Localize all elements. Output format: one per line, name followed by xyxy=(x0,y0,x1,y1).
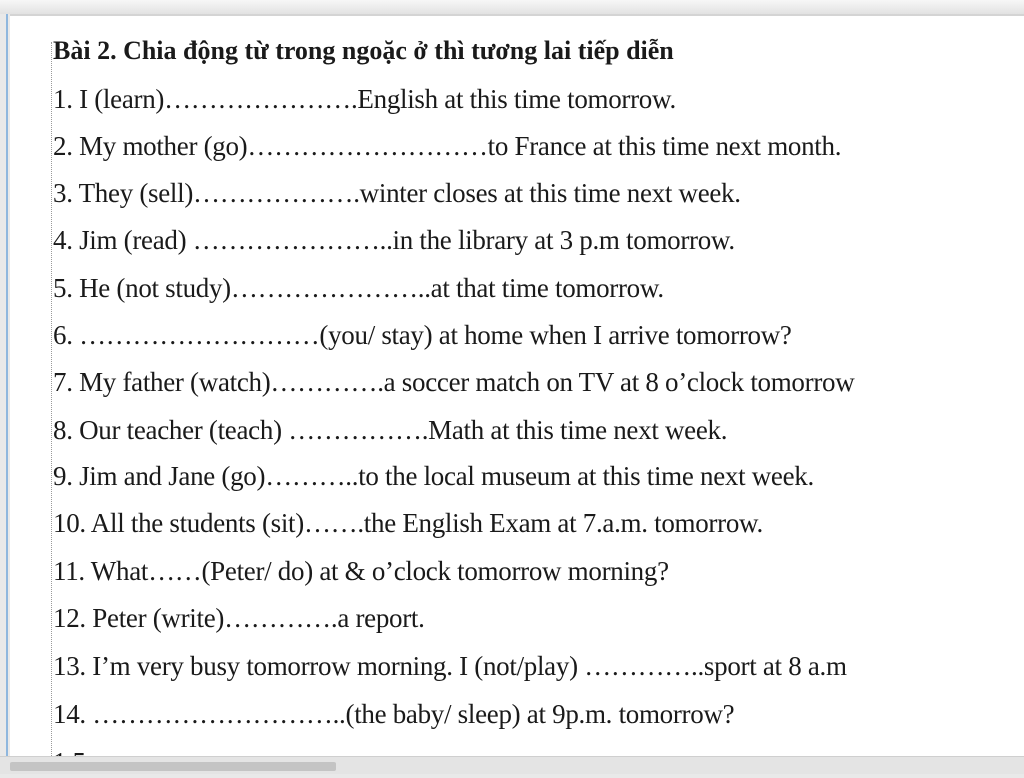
exercise-line-2: 2. My mother (go)………………………to France at this time next month. xyxy=(53,131,842,161)
scrollbar-thumb[interactable] xyxy=(10,762,336,771)
window-top-strip xyxy=(0,0,1024,14)
exercise-line-10: 10. All the students (sit)…….the English Exam at 7.a.m. tomorrow. xyxy=(53,508,763,538)
exercise-line-14: 14. ………………………..(the baby/ sleep) at 9p.m. tomorrow? xyxy=(53,699,735,729)
horizontal-scrollbar[interactable] xyxy=(0,756,1024,774)
exercise-line-11: 11. What……(Peter/ do) at & o’clock tomorrow morning? xyxy=(53,556,669,586)
exercise-line-3: 3. They (sell)……………….winter closes at this time next week. xyxy=(53,178,741,208)
exercise-line-1: 1. I (learn)………………….English at this time tomorrow. xyxy=(53,84,676,114)
exercise-line-6: 6. ………………………(you/ stay) at home when I arrive tomorrow? xyxy=(53,320,792,350)
exercise-line-13: 13. I’m very busy tomorrow morning. I (not/play) …………..sport at 8 a.m xyxy=(53,651,847,681)
exercise-line-9: 9. Jim and Jane (go)………..to the local museum at this time next week. xyxy=(53,461,814,491)
document-page xyxy=(10,14,1024,756)
left-margin-line xyxy=(6,14,8,769)
exercise-line-5: 5. He (not study)…………………..at that time tomorrow. xyxy=(53,273,664,303)
exercise-line-7: 7. My father (watch)………….a soccer match on TV at 8 o’clock tomorrow xyxy=(53,367,855,397)
exercise-title: Bài 2. Chia động từ trong ngoặc ở thì tương lai tiếp diễn xyxy=(53,36,674,65)
exercise-line-8: 8. Our teacher (teach) …………….Math at this time next week. xyxy=(53,415,728,445)
margin-dotted-rule xyxy=(51,42,52,762)
page-top-edge xyxy=(10,14,1024,16)
exercise-line-4: 4. Jim (read) …………………..in the library at 3 p.m tomorrow. xyxy=(53,225,735,255)
exercise-line-12: 12. Peter (write)………….a report. xyxy=(53,603,425,633)
